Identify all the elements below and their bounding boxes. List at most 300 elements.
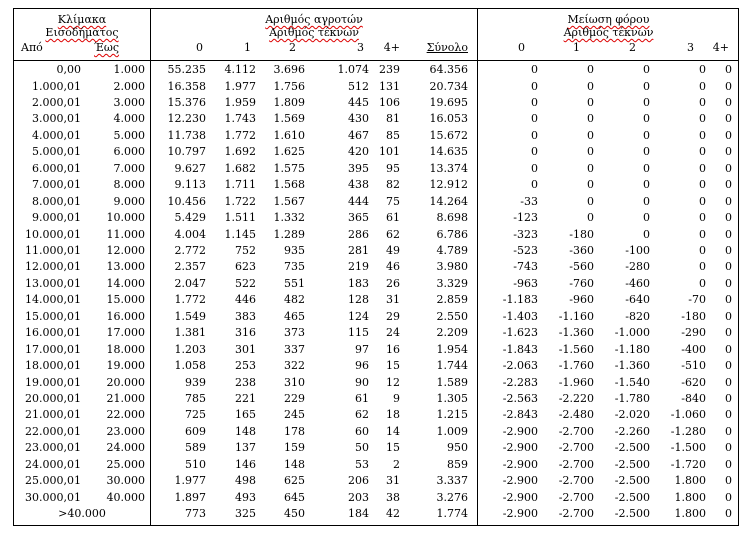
farmers-count-cell: 15.376 xyxy=(167,95,206,109)
tax-reduction-cell: -510 xyxy=(681,359,706,373)
tax-reduction-cell: -840 xyxy=(681,392,706,405)
farmers-count-cell: 2.209 xyxy=(436,326,468,340)
tax-reduction-cell: -2.283 xyxy=(502,375,538,389)
income-from: 2.000,01 xyxy=(32,95,81,109)
tax-reduction-cell: 0 xyxy=(725,227,732,241)
farmers-count-cell: 64.356 xyxy=(429,63,468,76)
farmers-count-cell: 148 xyxy=(284,457,305,471)
tax-reduction-cell: -2.900 xyxy=(502,441,538,455)
farmers-count-cell: 625 xyxy=(284,474,305,488)
farmers-count-cell: 365 xyxy=(348,211,369,224)
farmers-count-cell: 106 xyxy=(379,95,400,109)
tax-reduction-cell: -1.760 xyxy=(558,359,594,373)
farmers-count-cell: 178 xyxy=(284,424,305,438)
farmers-count-cell: 522 xyxy=(235,276,256,290)
farmers-count-cell: 15.672 xyxy=(429,128,468,142)
farmers-count-cell: 950 xyxy=(447,441,468,455)
tax-reduction-cell: 0 xyxy=(725,424,732,438)
income-table xyxy=(13,8,739,526)
farmers-count-cell: 14.635 xyxy=(429,145,468,159)
farmers-count-cell: 46 xyxy=(386,260,400,274)
tax-reduction-cell: 0 xyxy=(725,260,732,274)
farmers-count-cell: 1.575 xyxy=(273,161,305,175)
tax-reduction-cell: 0 xyxy=(725,309,732,323)
income-to: 25.000 xyxy=(106,457,145,471)
farmers-count-cell: 2.047 xyxy=(174,276,206,290)
farmers-count-cell: 1.743 xyxy=(224,112,256,126)
farmers-count-cell: 53 xyxy=(355,457,369,471)
farmers-count-cell: 8.698 xyxy=(436,211,468,224)
farmers-count-cell: 95 xyxy=(386,161,400,175)
tax-reduction-cell: 0 xyxy=(643,128,650,142)
farmers-count-cell: 2.550 xyxy=(436,309,468,323)
farmers-count-cell: 38 xyxy=(386,490,400,504)
tax-reduction-cell: 0 xyxy=(725,276,732,290)
tax-reduction-cell: -1.560 xyxy=(558,342,594,356)
tax-reduction-cell: 0 xyxy=(587,194,594,208)
farmers-count-cell: 3.696 xyxy=(273,63,305,76)
income-from: 13.000,01 xyxy=(25,276,81,290)
farmers-count-cell: 61 xyxy=(355,392,369,405)
tax-reduction-cell: -820 xyxy=(625,309,650,323)
tax-reduction-cell: -1.540 xyxy=(614,375,650,389)
tax-reduction-cell: -1.183 xyxy=(502,293,538,307)
tax-reduction-cell: -2.220 xyxy=(558,392,594,405)
income-from: 22.000,01 xyxy=(25,424,81,438)
income-from: 23.000,01 xyxy=(25,441,81,455)
tax-reduction-cell: 0 xyxy=(643,79,650,93)
farmers-count-cell: 9.113 xyxy=(174,178,206,192)
farmers-count-cell: 510 xyxy=(185,457,206,471)
income-range-open: >40.000 xyxy=(58,507,106,521)
tax-reduction-cell: 0 xyxy=(699,260,706,274)
tax-reduction-cell: 0 xyxy=(699,243,706,257)
tax-reduction-cell: 0 xyxy=(725,375,732,389)
farmers-count-cell: 60 xyxy=(355,424,369,438)
tax-reduction-cell: 0 xyxy=(587,79,594,93)
farmers-count-cell: 337 xyxy=(284,342,305,356)
tax-reduction-cell: 0 xyxy=(725,293,732,307)
income-to: 18.000 xyxy=(106,342,145,356)
farmers-count-cell: 159 xyxy=(284,441,305,455)
farmers-count-cell: 420 xyxy=(348,145,369,159)
tax-reduction-cell: 0 xyxy=(725,457,732,471)
farmers-count-cell: 238 xyxy=(235,375,256,389)
tax-reduction-cell: -2.700 xyxy=(558,457,594,471)
tax-reduction-cell: 0 xyxy=(725,211,732,224)
tax-reduction-cell: -2.700 xyxy=(558,507,594,521)
farmers-count-cell: 42 xyxy=(386,507,400,521)
farmers-count-cell: 62 xyxy=(355,408,369,422)
tax-reduction-cell: -2.020 xyxy=(614,408,650,422)
income-to: 13.000 xyxy=(106,260,145,274)
farmers-count-cell: 445 xyxy=(348,95,369,109)
tax-reduction-cell: 0 xyxy=(643,227,650,241)
farmers-count-cell: 3.329 xyxy=(436,276,468,290)
farmers-count-cell: 115 xyxy=(348,326,369,340)
farmers-count-cell: 609 xyxy=(185,424,206,438)
farmers-count-cell: 465 xyxy=(284,309,305,323)
income-from: 14.000,01 xyxy=(25,293,81,307)
tax-reduction-cell: -1.160 xyxy=(558,309,594,323)
tax-reduction-cell: 0 xyxy=(725,507,732,521)
farmers-count-cell: 1.549 xyxy=(174,309,206,323)
tax-reduction-cell: -963 xyxy=(513,276,538,290)
tax-reduction-cell: 0 xyxy=(531,63,538,76)
tax-reduction-cell: 0 xyxy=(725,95,732,109)
income-scale-title: Κλίμακα xyxy=(57,13,107,26)
from-header: Από xyxy=(21,41,43,54)
farmers-count-cell: 735 xyxy=(284,260,305,274)
farmers-count-cell: 1.569 xyxy=(273,112,305,126)
farmers-count-cell: 18 xyxy=(386,408,400,422)
tax-reduction-cell: -2.700 xyxy=(558,490,594,504)
tax-reduction-cell: 0 xyxy=(531,145,538,159)
income-from: 4.000,01 xyxy=(32,128,81,142)
tax-reduction-cell: -523 xyxy=(513,243,538,257)
farmers-count-cell: 1.145 xyxy=(224,227,256,241)
farmers-count-cell: 16 xyxy=(386,342,400,356)
farmers-count-cell: 13.374 xyxy=(429,161,468,175)
tax-reduction-cell: -2.480 xyxy=(558,408,594,422)
farmers-count-cell: 482 xyxy=(284,293,305,307)
farmers-count-cell: 148 xyxy=(235,424,256,438)
income-to: 3.000 xyxy=(113,95,145,109)
farmers-subtitle: Αριθμός τέκνων xyxy=(269,26,359,39)
tax-reduction-cell: 0 xyxy=(725,243,732,257)
income-from: 18.000,01 xyxy=(25,359,81,373)
tax-reduction-cell: -2.900 xyxy=(502,490,538,504)
income-from: 25.000,01 xyxy=(25,474,81,488)
tax-reduction-cell: -1.960 xyxy=(558,375,594,389)
tax-subtitle: Αριθμός τέκνων xyxy=(563,26,654,39)
farmers-count-cell: 15 xyxy=(386,441,400,455)
tax-reduction-cell: 0 xyxy=(643,161,650,175)
farmers-count-cell: 12.230 xyxy=(167,112,206,126)
income-from: 9.000,01 xyxy=(32,211,81,224)
farmers-count-cell: 1.772 xyxy=(224,128,256,142)
tax-reduction-cell: 0 xyxy=(699,112,706,126)
farmers-count-cell: 128 xyxy=(348,293,369,307)
income-to: 20.000 xyxy=(106,375,145,389)
tax-reduction-cell: -100 xyxy=(625,243,650,257)
farmers-count-cell: 1.215 xyxy=(436,408,468,422)
tax-reduction-cell: 0 xyxy=(699,161,706,175)
income-to: 8.000 xyxy=(113,178,145,192)
farmers-count-cell: 1.977 xyxy=(174,474,206,488)
farmers-count-cell: 1.625 xyxy=(273,145,305,159)
farmers-count-cell: 1.897 xyxy=(174,490,206,504)
tax-reduction-cell: -323 xyxy=(513,227,538,241)
farmers-count-cell: 2.772 xyxy=(174,243,206,257)
tax-reduction-cell: 0 xyxy=(725,194,732,208)
farmers-count-cell: 26 xyxy=(386,276,400,290)
farmers-count-cell: 773 xyxy=(185,507,206,521)
income-from: 15.000,01 xyxy=(25,309,81,323)
tax-reduction-cell: 0 xyxy=(725,128,732,142)
farmers-count-cell: 55.235 xyxy=(167,63,206,76)
farmers-count-cell: 146 xyxy=(235,457,256,471)
farmers-count-cell: 221 xyxy=(235,392,256,405)
farmers-count-cell: 1.610 xyxy=(273,128,305,142)
tax-reduction-cell: -2.500 xyxy=(614,441,650,455)
farmers-count-cell: 939 xyxy=(185,375,206,389)
farmers-count-cell: 131 xyxy=(379,79,400,93)
tax-title: Μείωση φόρου xyxy=(567,13,650,26)
income-to: 30.000 xyxy=(106,474,145,488)
farmers-count-cell: 10.456 xyxy=(167,194,206,208)
farmers-count-cell: 20.734 xyxy=(429,79,468,93)
farmers-count-cell: 5.429 xyxy=(174,211,206,224)
tax-reduction-cell: -2.500 xyxy=(614,507,650,521)
farmers-count-cell: 203 xyxy=(348,490,369,504)
income-from: 3.000,01 xyxy=(32,112,81,126)
tax-reduction-cell: -1.180 xyxy=(614,342,650,356)
farmers-count-cell: 512 xyxy=(348,79,369,93)
farmers-count-cell: 450 xyxy=(284,507,305,521)
tax-reduction-cell: 1.800 xyxy=(674,490,706,504)
income-to: 12.000 xyxy=(106,243,145,257)
farmers-count-cell: 49 xyxy=(386,243,400,257)
farmers-count-cell: 12.912 xyxy=(429,178,468,192)
farmers-count-cell: 101 xyxy=(379,145,400,159)
tax-reduction-cell: 0 xyxy=(699,79,706,93)
farmers-count-cell: 316 xyxy=(235,326,256,340)
farmers-count-cell: 446 xyxy=(235,293,256,307)
tax-reduction-cell: -1.623 xyxy=(502,326,538,340)
farmers-count-cell: 4.789 xyxy=(436,243,468,257)
tax-reduction-cell: -290 xyxy=(681,326,706,340)
farmers-count-cell: 229 xyxy=(284,392,305,405)
tax-reduction-cell: -1.060 xyxy=(670,408,706,422)
tax-reduction-cell: -2.700 xyxy=(558,424,594,438)
tax-reduction-cell: 0 xyxy=(725,474,732,488)
farmers-count-cell: 373 xyxy=(284,326,305,340)
farmers-count-cell: 239 xyxy=(379,63,400,76)
farmers-count-cell: 2 xyxy=(393,457,400,471)
farmers-count-cell: 1.305 xyxy=(436,392,468,405)
income-to: 9.000 xyxy=(113,194,145,208)
tax-reduction-cell: -360 xyxy=(569,243,594,257)
farmers-count-cell: 725 xyxy=(185,408,206,422)
tax-reduction-cell: -460 xyxy=(625,276,650,290)
tax-reduction-cell: -1.403 xyxy=(502,309,538,323)
farmers-count-cell: 29 xyxy=(386,309,400,323)
tax-reduction-cell: -1.360 xyxy=(614,359,650,373)
tax-reduction-cell: -640 xyxy=(625,293,650,307)
farmers-count-cell: 1.511 xyxy=(224,211,256,224)
farmers-count-cell: 752 xyxy=(235,243,256,257)
tax-reduction-cell: -1.000 xyxy=(614,326,650,340)
tax-reduction-cell: 0 xyxy=(725,441,732,455)
tax-reduction-cell: 0 xyxy=(587,63,594,76)
tax-reduction-cell: 0 xyxy=(587,161,594,175)
farmers-count-cell: 1.074 xyxy=(337,63,369,76)
farmers-count-cell: 16.053 xyxy=(429,112,468,126)
tax-reduction-cell: -1.843 xyxy=(502,342,538,356)
tax-reduction-cell: 0 xyxy=(725,178,732,192)
tax-reduction-cell: -2.063 xyxy=(502,359,538,373)
income-from: 19.000,01 xyxy=(25,375,81,389)
income-from: 7.000,01 xyxy=(32,178,81,192)
tax-reduction-cell: -70 xyxy=(688,293,706,307)
income-from: 8.000,01 xyxy=(32,194,81,208)
farmers-count-cell: 12 xyxy=(386,375,400,389)
farmers-count-cell: 206 xyxy=(348,474,369,488)
farmers-col-header: Σύνολο xyxy=(426,41,468,54)
income-from: 24.000,01 xyxy=(25,457,81,471)
income-to: 5.000 xyxy=(113,128,145,142)
farmers-count-cell: 245 xyxy=(284,408,305,422)
tax-reduction-cell: 0 xyxy=(531,79,538,93)
income-to: 16.000 xyxy=(106,309,145,323)
tax-reduction-cell: 0 xyxy=(587,145,594,159)
tax-reduction-cell: -1.720 xyxy=(670,457,706,471)
farmers-count-cell: 1.954 xyxy=(436,342,468,356)
income-to: 17.000 xyxy=(106,326,145,340)
tax-reduction-cell: 0 xyxy=(587,95,594,109)
income-from: 16.000,01 xyxy=(25,326,81,340)
farmers-count-cell: 16.358 xyxy=(167,79,206,93)
farmers-count-cell: 1.289 xyxy=(273,227,305,241)
tax-reduction-cell: 0 xyxy=(699,63,706,76)
farmers-count-cell: 15 xyxy=(386,359,400,373)
farmers-count-cell: 11.738 xyxy=(167,128,206,142)
farmers-count-cell: 184 xyxy=(348,507,369,521)
farmers-count-cell: 253 xyxy=(235,359,256,373)
tax-reduction-cell: 0 xyxy=(531,112,538,126)
tax-reduction-cell: 0 xyxy=(725,79,732,93)
income-scale-subtitle: Εισοδήματος xyxy=(45,26,119,39)
farmers-count-cell: 137 xyxy=(235,441,256,455)
income-from: 10.000,01 xyxy=(25,227,81,241)
farmers-count-cell: 1.959 xyxy=(224,95,256,109)
tax-col-header: 4+ xyxy=(712,41,729,54)
tax-reduction-cell: 0 xyxy=(587,112,594,126)
farmers-count-cell: 4.112 xyxy=(224,63,256,76)
tax-col-header: 0 xyxy=(518,41,525,54)
tax-reduction-cell: -2.563 xyxy=(502,392,538,405)
tax-reduction-cell: 0 xyxy=(587,211,594,224)
income-from: 6.000,01 xyxy=(32,161,81,175)
farmers-count-cell: 395 xyxy=(348,161,369,175)
farmers-count-cell: 383 xyxy=(235,309,256,323)
income-from: 20.000,01 xyxy=(25,392,81,405)
tax-reduction-cell: 0 xyxy=(531,128,538,142)
farmers-count-cell: 14 xyxy=(386,424,400,438)
tax-reduction-cell: 0 xyxy=(587,178,594,192)
tax-reduction-cell: 0 xyxy=(643,95,650,109)
tax-reduction-cell: 0 xyxy=(725,392,732,405)
income-to: 15.000 xyxy=(106,293,145,307)
tax-reduction-cell: 0 xyxy=(643,211,650,224)
tax-reduction-cell: 0 xyxy=(725,161,732,175)
tax-reduction-cell: -1.500 xyxy=(670,441,706,455)
farmers-count-cell: 286 xyxy=(348,227,369,241)
farmers-count-cell: 1.744 xyxy=(436,359,468,373)
farmers-count-cell: 1.774 xyxy=(436,507,468,521)
tax-col-header: 2 xyxy=(629,41,636,54)
tax-reduction-cell: -2.260 xyxy=(614,424,650,438)
farmers-count-cell: 1.058 xyxy=(174,359,206,373)
tax-reduction-cell: -560 xyxy=(569,260,594,274)
tax-reduction-cell: -2.900 xyxy=(502,474,538,488)
farmers-col-header: 3 xyxy=(357,41,364,54)
tax-reduction-cell: 0 xyxy=(725,490,732,504)
tax-reduction-cell: -280 xyxy=(625,260,650,274)
farmers-count-cell: 97 xyxy=(355,342,369,356)
tax-col-header: 3 xyxy=(687,41,694,54)
income-from: 30.000,01 xyxy=(25,490,81,504)
farmers-count-cell: 82 xyxy=(386,178,400,192)
farmers-count-cell: 31 xyxy=(386,474,400,488)
farmers-count-cell: 325 xyxy=(235,507,256,521)
farmers-count-cell: 3.276 xyxy=(436,490,468,504)
income-to: 40.000 xyxy=(106,490,145,504)
tax-reduction-cell: 0 xyxy=(725,408,732,422)
farmers-count-cell: 1.692 xyxy=(224,145,256,159)
tax-reduction-cell: 0 xyxy=(643,112,650,126)
farmers-count-cell: 301 xyxy=(235,342,256,356)
farmers-count-cell: 24 xyxy=(386,326,400,340)
tax-reduction-cell: -180 xyxy=(569,227,594,241)
income-to: 2.000 xyxy=(113,79,145,93)
tax-reduction-cell: -180 xyxy=(681,309,706,323)
tax-reduction-cell: -2.700 xyxy=(558,441,594,455)
tax-reduction-cell: -123 xyxy=(513,211,538,224)
farmers-count-cell: 3.337 xyxy=(436,474,468,488)
farmers-col-header: 1 xyxy=(244,41,251,54)
tax-reduction-cell: 0 xyxy=(643,63,650,76)
farmers-count-cell: 935 xyxy=(284,243,305,257)
farmers-count-cell: 124 xyxy=(348,309,369,323)
farmers-count-cell: 219 xyxy=(348,260,369,274)
tax-reduction-cell: 0 xyxy=(725,145,732,159)
income-from: 17.000,01 xyxy=(25,342,81,356)
tax-reduction-cell: 0 xyxy=(587,128,594,142)
farmers-count-cell: 310 xyxy=(284,375,305,389)
tax-reduction-cell: 0 xyxy=(643,194,650,208)
header-divider xyxy=(14,60,738,61)
tax-reduction-cell: -743 xyxy=(513,260,538,274)
farmers-count-cell: 493 xyxy=(235,490,256,504)
farmers-count-cell: 645 xyxy=(284,490,305,504)
farmers-count-cell: 438 xyxy=(348,178,369,192)
farmers-count-cell: 1.568 xyxy=(273,178,305,192)
farmers-count-cell: 9.627 xyxy=(174,161,206,175)
farmers-count-cell: 1.772 xyxy=(174,293,206,307)
tax-reduction-cell: -2.900 xyxy=(502,457,538,471)
income-to: 24.000 xyxy=(106,441,145,455)
farmers-count-cell: 430 xyxy=(348,112,369,126)
tax-reduction-cell: 0 xyxy=(643,178,650,192)
tax-reduction-cell: -2.500 xyxy=(614,490,650,504)
tax-reduction-cell: 0 xyxy=(643,145,650,159)
farmers-count-cell: 75 xyxy=(386,194,400,208)
tax-reduction-cell: -760 xyxy=(569,276,594,290)
tax-reduction-cell: 0 xyxy=(725,359,732,373)
tax-reduction-cell: 0 xyxy=(699,194,706,208)
tax-reduction-cell: -960 xyxy=(569,293,594,307)
tax-reduction-cell: 1.800 xyxy=(674,474,706,488)
income-to: 10.000 xyxy=(106,211,145,224)
farmers-count-cell: 551 xyxy=(284,276,305,290)
farmers-count-cell: 467 xyxy=(348,128,369,142)
tax-reduction-cell: -1.360 xyxy=(558,326,594,340)
farmers-count-cell: 3.980 xyxy=(436,260,468,274)
farmers-title: Αριθμός αγροτών xyxy=(265,13,363,26)
tax-col-header: 1 xyxy=(573,41,580,54)
